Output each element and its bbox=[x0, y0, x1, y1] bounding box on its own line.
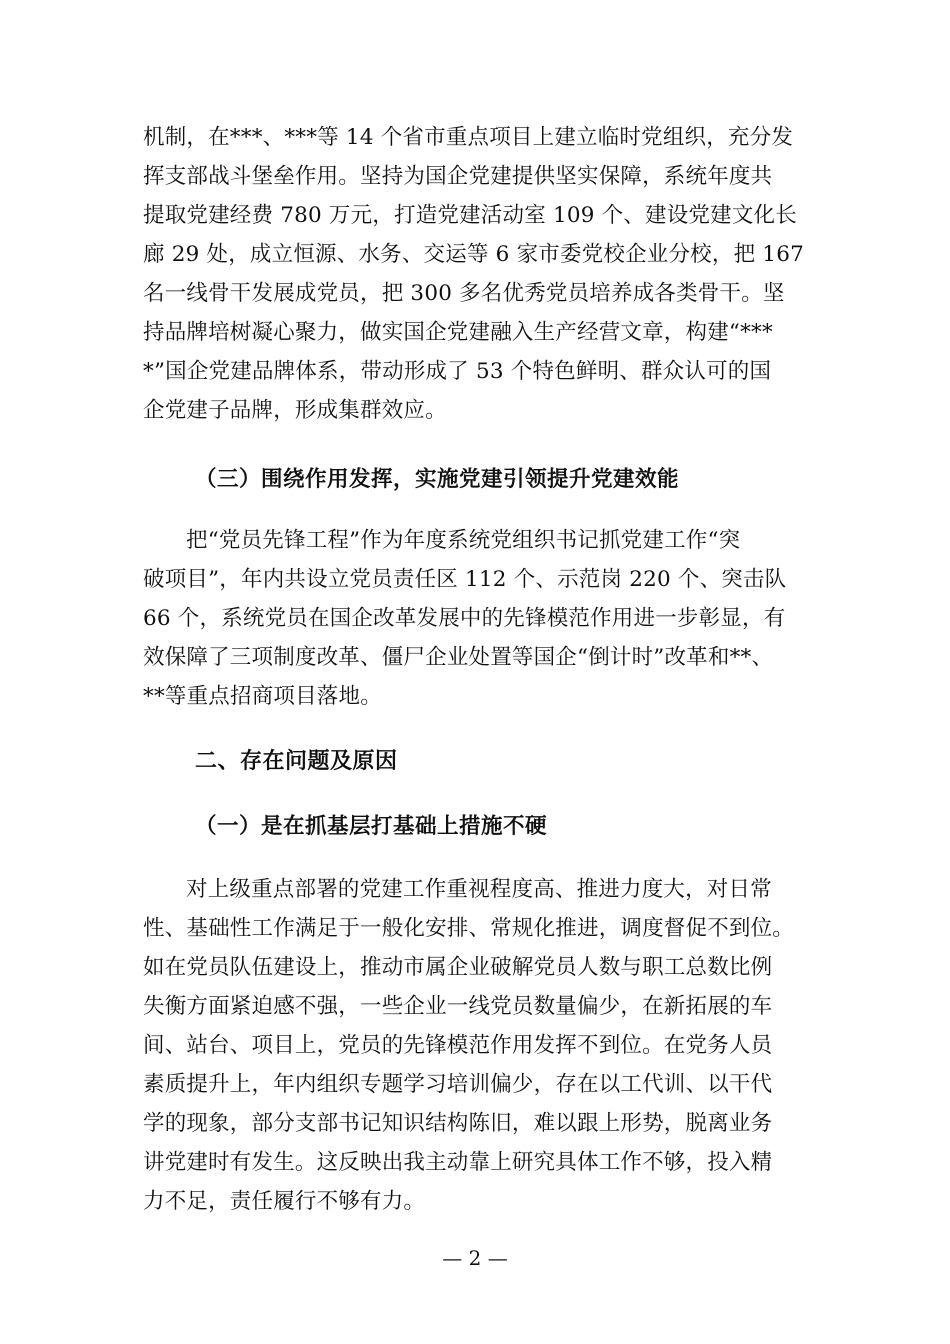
paragraph-line: 失衡方面紧迫感不强，一些企业一线党员数量偏少，在新拓展的车 bbox=[143, 994, 773, 1019]
paragraph-line: 廊 29 处，成立恒源、水务、交运等 6 家市委党校企业分校，把 167 bbox=[143, 242, 804, 267]
paragraph-line: 挥支部战斗堡垒作用。坚持为国企党建提供坚实保障，系统年度共 bbox=[143, 164, 773, 189]
paragraph-line: 把“党员先锋工程”作为年度系统党组织书记抓党建工作“突 bbox=[186, 528, 741, 553]
page-number: — 2 — bbox=[442, 1246, 508, 1270]
paragraph-line: 对上级重点部署的党建工作重视程度高、推进力度大，对日常 bbox=[186, 877, 772, 902]
body-paragraph-2 bbox=[143, 521, 809, 716]
paragraph-line: 提取党建经费 780 万元，打造党建活动室 109 个、建设党建文化长 bbox=[143, 203, 797, 228]
paragraph-line: 学的现象，部分支部书记知识结构陈旧，难以跟上形势，脱离业务 bbox=[143, 1111, 773, 1136]
paragraph-line: 机制，在***、***等 14 个省市重点项目上建立临时党组织，充分发 bbox=[143, 125, 794, 150]
paragraph-line: 性、基础性工作满足于一般化安排、常规化推进，调度督促不到位。 bbox=[143, 916, 795, 941]
paragraph-line: 名一线骨干发展成党员，把 300 多名优秀党员培养成各类骨干。坚 bbox=[143, 281, 785, 306]
paragraph-line: 讲党建时有发生。这反映出我主动靠上研究具体工作不够，投入精 bbox=[143, 1150, 773, 1175]
paragraph-line: 破项目”，年内共设立党员责任区 112 个、示范岗 220 个、突击队 bbox=[143, 567, 787, 592]
body-paragraph-3 bbox=[143, 870, 809, 1221]
paragraph-line: 66 个，系统党员在国企改革发展中的先锋模范作用进一步彰显，有 bbox=[143, 606, 786, 631]
paragraph-line: 素质提升上，年内组织专题学习培训偏少，存在以工代训、以干代 bbox=[143, 1072, 773, 1097]
subsection-heading-1: （一）是在抓基层打基础上措施不硬 bbox=[195, 814, 548, 839]
paragraph-line: *”国企党建品牌体系，带动形成了 53 个特色鲜明、群众认可的国 bbox=[143, 359, 772, 384]
paragraph-line: 企党建子品牌，形成集群效应。 bbox=[143, 398, 447, 423]
paragraph-line: 持品牌培树凝心聚力，做实国企党建融入生产经营文章，构建“*** bbox=[143, 320, 773, 345]
section-heading-2: 二、存在问题及原因 bbox=[195, 749, 398, 774]
subsection-heading-3: （三）围绕作用发挥，实施党建引领提升党建效能 bbox=[195, 467, 680, 492]
document-body bbox=[143, 118, 809, 1221]
paragraph-line: 力不足，责任履行不够有力。 bbox=[143, 1189, 426, 1214]
body-paragraph-1 bbox=[143, 118, 809, 430]
paragraph-line: **等重点招商项目落地。 bbox=[143, 684, 382, 709]
paragraph-line: 效保障了三项制度改革、僵尸企业处置等国企“倒计时”改革和**、 bbox=[143, 645, 774, 670]
paragraph-line: 如在党员队伍建设上，推动市属企业破解党员人数与职工总数比例 bbox=[143, 955, 773, 980]
paragraph-line: 间、站台、项目上，党员的先锋模范作用发挥不到位。在党务人员 bbox=[143, 1033, 773, 1058]
